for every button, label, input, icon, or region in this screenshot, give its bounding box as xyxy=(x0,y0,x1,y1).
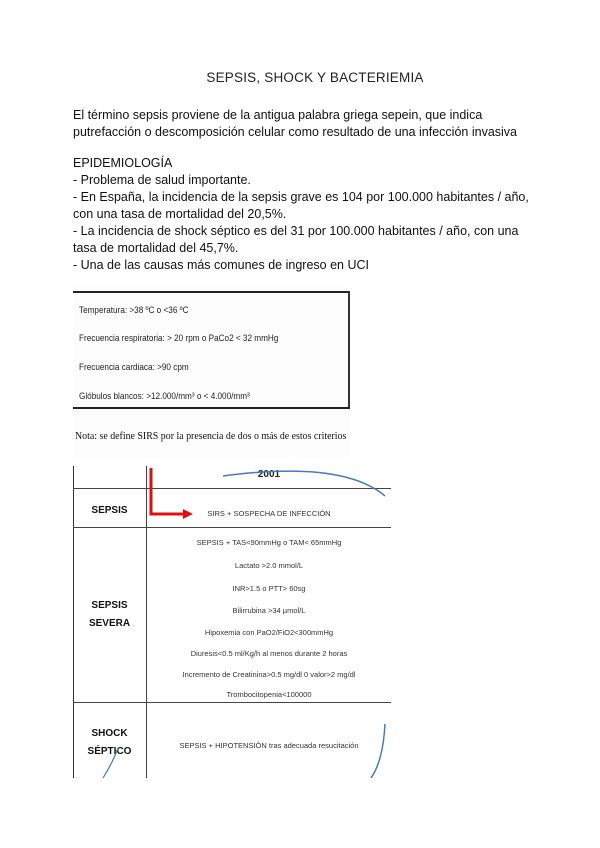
severe-criterion: Diuresis<0.5 ml/Kg/h al menos durante 2 horas xyxy=(190,649,348,658)
table-row-rule xyxy=(73,702,391,703)
table-row-rule xyxy=(73,488,391,489)
severe-criterion: Bilirrubina >34 µmol/L xyxy=(232,606,306,615)
epidemiology-line: con una tasa de mortalidad del 20,5%. xyxy=(73,207,287,221)
table-row-rule xyxy=(73,527,391,528)
intro-paragraph xyxy=(73,107,543,141)
severe-criterion: Lactato >2.0 mmol/L xyxy=(234,561,304,570)
epidemiology-heading: EPIDEMIOLOGÍA xyxy=(73,156,173,170)
decorative-arc-bottom xyxy=(371,724,385,778)
row-label-septic-shock xyxy=(73,725,146,761)
figure-rule xyxy=(73,407,350,409)
table-header-year: 2001 xyxy=(257,469,281,480)
sirs-note: Nota: se define SIRS por la presencia de dos o más de estos criterios xyxy=(75,430,347,442)
severe-criterion: SEPSIS + TAS<90mmHg o TAM< 65mmHg xyxy=(196,538,342,547)
severe-criterion: Hipoxemia con PaO2/FiO2<300mmHg xyxy=(204,628,334,637)
figure-rule xyxy=(348,291,350,409)
sirs-criterion: Temperatura: >38 ºC o <36 ºC xyxy=(79,305,189,316)
sepsis-definitions-table xyxy=(73,466,391,778)
sirs-criterion: Glóbulos blancos: >12.000/mm³ o < 4.000/mm³ xyxy=(79,391,250,402)
severe-criterion: Incremento de Creatinina>0.5 mg/dl 0 valor>2 mg/dl xyxy=(182,670,356,679)
intro-line: putrefacción o descomposición celular como resultado de una infección invasiva xyxy=(73,125,518,139)
sirs-criterion: Frecuencia cardiaca: >90 cpm xyxy=(79,362,189,373)
shock-definition: SEPSIS + HIPOTENSIÓN tras adecuada resucitación xyxy=(179,741,359,750)
row-label-line: SEVERA xyxy=(88,618,131,629)
figure-rule xyxy=(73,291,350,293)
severe-criterion: Trombocitopenia<100000 xyxy=(226,690,312,699)
severe-criterion: INR>1.5 o PTT> 60sg xyxy=(232,584,306,593)
row-label-line: SHOCK xyxy=(91,728,128,739)
intro-line: El término sepsis proviene de la antigua palabra griega sepein, que indica xyxy=(73,108,483,122)
document-title: SEPSIS, SHOCK Y BACTERIEMIA xyxy=(206,70,424,85)
sepsis-definition: SIRS + SOSPECHA DE INFECCIÓN xyxy=(207,509,331,518)
row-label-sepsis: SEPSIS xyxy=(91,505,128,516)
epidemiology-section xyxy=(73,155,543,274)
epidemiology-line: - Una de las causas más comunes de ingreso en UCI xyxy=(73,258,369,272)
sirs-criterion: Frecuencia respiratoria: > 20 rpm o PaCo2 < 32 mmHg xyxy=(79,333,279,344)
sirs-criteria-figure xyxy=(73,287,350,457)
epidemiology-line: tasa de mortalidad del 45,7%. xyxy=(73,241,239,255)
row-label-line: SEPSIS xyxy=(91,600,128,611)
row-label-severe-sepsis xyxy=(73,597,146,633)
epidemiology-line: - La incidencia de shock séptico es del 31 por 100.000 habitantes / año, con una xyxy=(73,224,519,238)
epidemiology-line: - Problema de salud importante. xyxy=(73,173,251,187)
row-label-line: SÉPTICO xyxy=(87,746,132,757)
epidemiology-line: - En España, la incidencia de la sepsis grave es 104 por 100.000 habitantes / año, xyxy=(73,190,529,204)
